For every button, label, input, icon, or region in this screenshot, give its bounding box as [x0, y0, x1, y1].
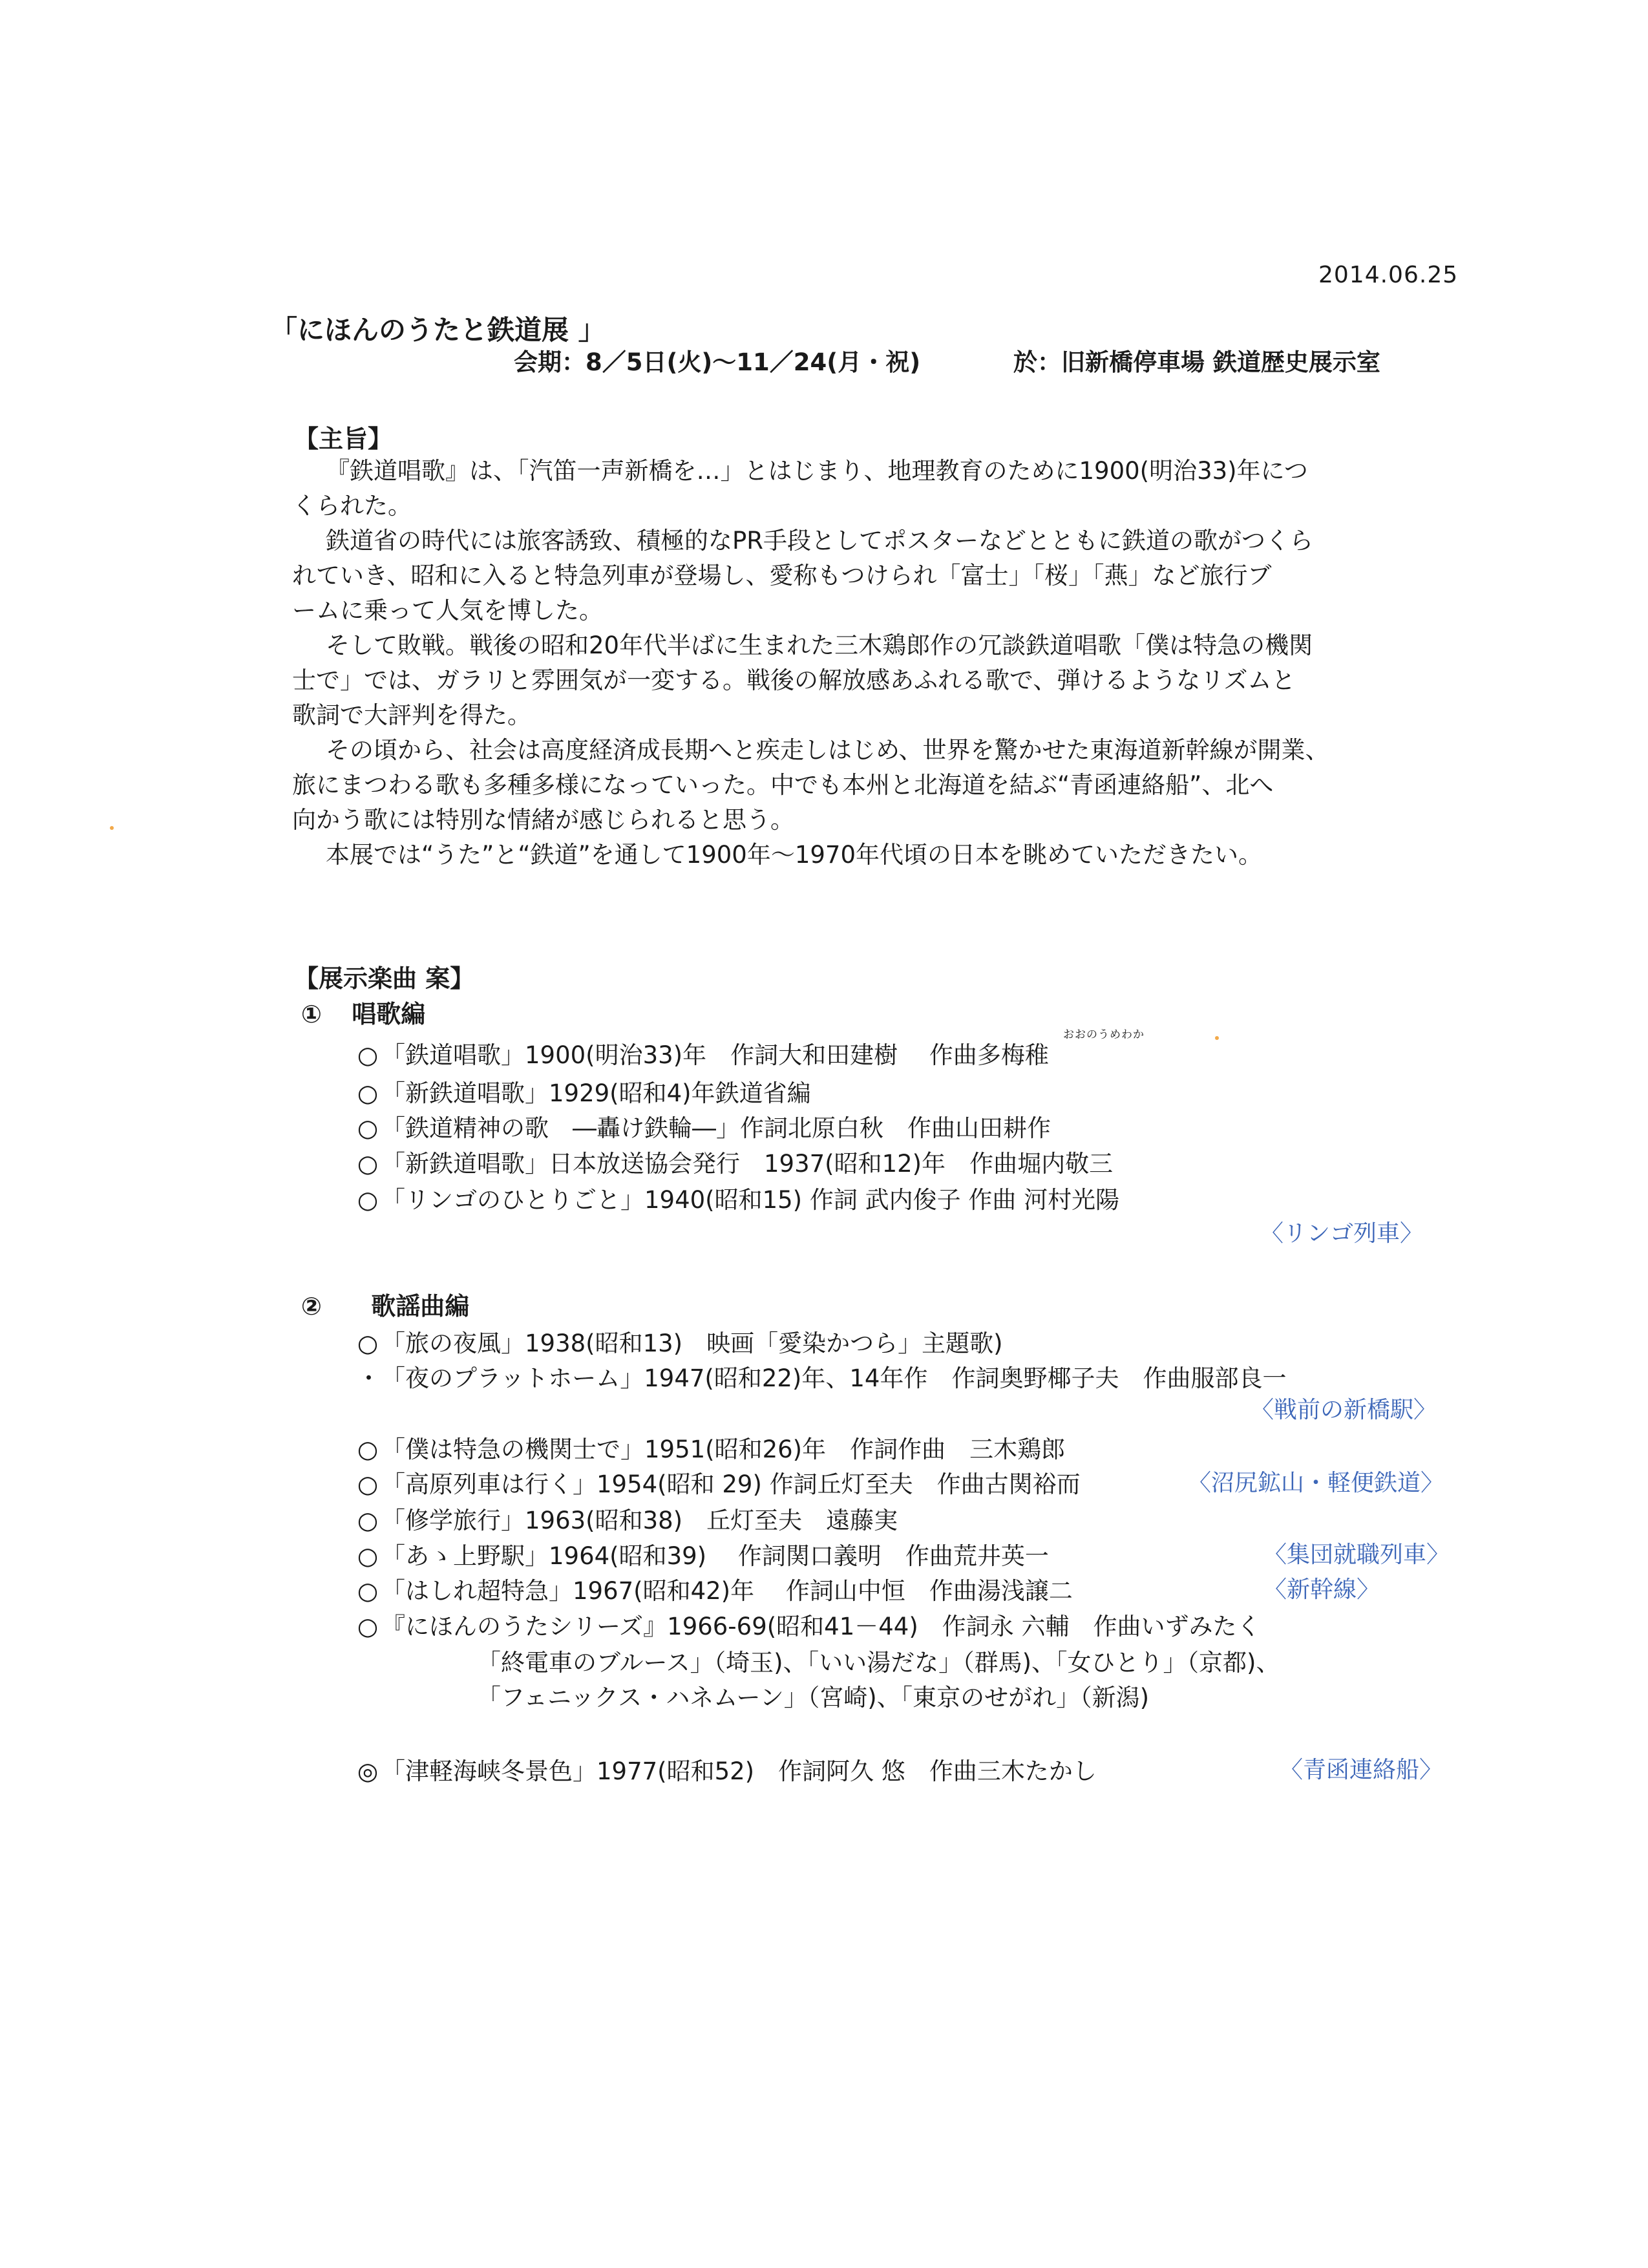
purpose-line: 鉄道省の時代には旅客誘致、積極的なPR手段としてポスターなどとともに鉄道の歌がつくら	[326, 527, 1314, 555]
song-item	[357, 1074, 811, 1108]
purpose-line: 旅にまつわる歌も多種多様になっていった。中でも本州と北海道を結ぶ“青函連絡船”、北へ	[292, 771, 1274, 799]
song-item	[357, 1571, 1073, 1606]
scan-speck	[110, 826, 114, 830]
purpose-line: れていき、昭和に入ると特急列車が登場し、愛称もつけられ「富士」「桜」「燕」など旅行ブ	[292, 562, 1272, 589]
purpose-line: 士で」では、ガラリと雰囲気が一変する。戦後の解放感あふれる歌で、弾けるようなリズムと	[292, 666, 1296, 694]
bullet: ○	[357, 1577, 379, 1605]
song-text: 「夜のプラットホーム」1947(昭和22)年、14年作 作詞奥野椰子夫 作曲服部良一	[381, 1364, 1287, 1392]
song-item	[357, 1465, 1081, 1500]
song-item	[357, 1501, 898, 1536]
purpose-line: ームに乗って人気を博した。	[292, 597, 603, 624]
song-text: 「フェニックス・ハネムーン」（宮崎)、「東京のせがれ」（新潟)	[477, 1684, 1150, 1712]
purpose-text	[292, 454, 1329, 873]
song-item	[357, 1430, 1065, 1465]
purpose-line: くられた。	[292, 492, 412, 520]
purpose-line: 『鉄道唱歌』は、「汽笛一声新橋を…」とはじまり、地理教育のために1900(明治33)年につ	[326, 457, 1308, 485]
bullet: ○	[357, 1150, 379, 1178]
song-item	[357, 1180, 1119, 1215]
furigana: おおのうめわか	[1063, 1028, 1145, 1041]
song-text: 「新鉄道唱歌」日本放送協会発行 1937(昭和12)年 作曲堀内敬三	[381, 1150, 1114, 1178]
section2-title: 歌謡曲編	[371, 1292, 470, 1320]
song-item	[357, 1108, 1051, 1143]
song-text: 「僕は特急の機関士で」1951(昭和26)年 作詞作曲 三木鶏郎	[381, 1436, 1066, 1463]
song-item	[357, 1324, 1003, 1359]
bullet: ○	[357, 1330, 379, 1357]
purpose-line: その頃から、社会は高度経済成長期へと疾走しはじめ、世界を驚かせた東海道新幹線が開業、	[326, 736, 1329, 764]
song-text: 「鉄道精神の歌 ―轟け鉄輪―」作詞北原白秋 作曲山田耕作	[381, 1114, 1051, 1142]
document-date: 2014.06.25	[1318, 262, 1459, 288]
song-text: 「リンゴのひとりごと」1940(昭和15) 作詞 武内俊子 作曲 河村光陽	[381, 1186, 1120, 1214]
songs-heading: 【展示楽曲 案】	[294, 964, 475, 993]
section1-title: 唱歌編	[352, 1000, 426, 1028]
exhibition-venue: 於：旧新橋停車場 鉄道歴史展示室	[1013, 348, 1380, 376]
exhibition-period: 会期：8／5日(火)～11／24(月・祝)	[514, 348, 921, 376]
bullet: ○	[357, 1470, 379, 1498]
exhibition-title: 「にほんのうたと鉄道展 」	[270, 314, 606, 346]
section2-heading	[294, 1286, 469, 1324]
song-item	[477, 1678, 1149, 1713]
song-text: 「鉄道唱歌」1900(明治33)年 作詞大和田建樹 作曲多梅稚	[381, 1041, 1049, 1069]
song-item	[357, 1607, 1261, 1642]
song-item	[357, 1035, 1049, 1070]
song-text: 「高原列車は行く」1954(昭和 29) 作詞丘灯至夫 作曲古関裕而	[381, 1470, 1081, 1498]
song-note: 〈新幹線〉	[1263, 1576, 1380, 1603]
section1-heading	[294, 994, 425, 1032]
song-note: 〈集団就職列車〉	[1263, 1542, 1450, 1568]
song-text: 「新鉄道唱歌」1929(昭和4)年鉄道省編	[381, 1079, 811, 1107]
song-item	[357, 1144, 1113, 1179]
song-text: 『にほんのうたシリーズ』1966-69(昭和41－44) 作詞永 六輔 作曲いずみたく	[381, 1613, 1261, 1640]
bullet: ◎	[357, 1757, 379, 1785]
song-text: 「あゝ上野駅」1964(昭和39) 作詞関口義明 作曲荒井英一	[381, 1542, 1049, 1570]
purpose-line: そして敗戦。戦後の昭和20年代半ばに生まれた三木鶏郎作の冗談鉄道唱歌「僕は特急の機関	[326, 631, 1313, 659]
purpose-line: 本展では“うた”と“鉄道”を通して1900年～1970年代頃の日本を眺めていただきたい。	[326, 841, 1262, 869]
song-text: 「修学旅行」1963(昭和38) 丘灯至夫 遠藤実	[381, 1507, 898, 1534]
bullet: ○	[357, 1436, 379, 1463]
scan-speck	[1215, 1036, 1219, 1040]
bullet: ○	[357, 1114, 379, 1142]
purpose-heading: 【主旨】	[294, 425, 393, 453]
song-item	[357, 1536, 1049, 1571]
song-text: 「終電車のブルース」（埼玉)、「いい湯だな」（群馬)、「女ひとり」（京都)、	[477, 1649, 1280, 1677]
bullet: ○	[357, 1507, 379, 1534]
song-note: 〈沼尻鉱山・軽便鉄道〉	[1188, 1470, 1444, 1496]
bullet: ○	[357, 1041, 379, 1069]
song-item	[357, 1752, 1097, 1786]
song-note: 〈戦前の新橋駅〉	[1251, 1397, 1437, 1423]
bullet: ○	[357, 1186, 379, 1214]
purpose-line: 向かう歌には特別な情緒が感じられると思う。	[292, 806, 794, 834]
bullet: ○	[357, 1542, 379, 1570]
song-note: 〈青函連絡船〉	[1280, 1757, 1443, 1783]
song-text: 「はしれ超特急」1967(昭和42)年 作詞山中恒 作曲湯浅譲二	[381, 1577, 1073, 1605]
bullet: ○	[357, 1079, 379, 1107]
purpose-line: 歌詞で大評判を得た。	[292, 701, 531, 729]
bullet: ○	[357, 1613, 379, 1640]
section2-number: ②	[301, 1292, 322, 1320]
song-item	[357, 1359, 1286, 1394]
song-note: 〈リンゴ列車〉	[1260, 1220, 1424, 1247]
song-text: 「旅の夜風」1938(昭和13) 映画「愛染かつら」主題歌)	[381, 1330, 1003, 1357]
song-text: 「津軽海峡冬景色」1977(昭和52) 作詞阿久 悠 作曲三木たかし	[381, 1757, 1097, 1785]
bullet: ・	[357, 1364, 381, 1392]
section1-number: ①	[301, 1000, 322, 1028]
song-item	[477, 1643, 1280, 1678]
